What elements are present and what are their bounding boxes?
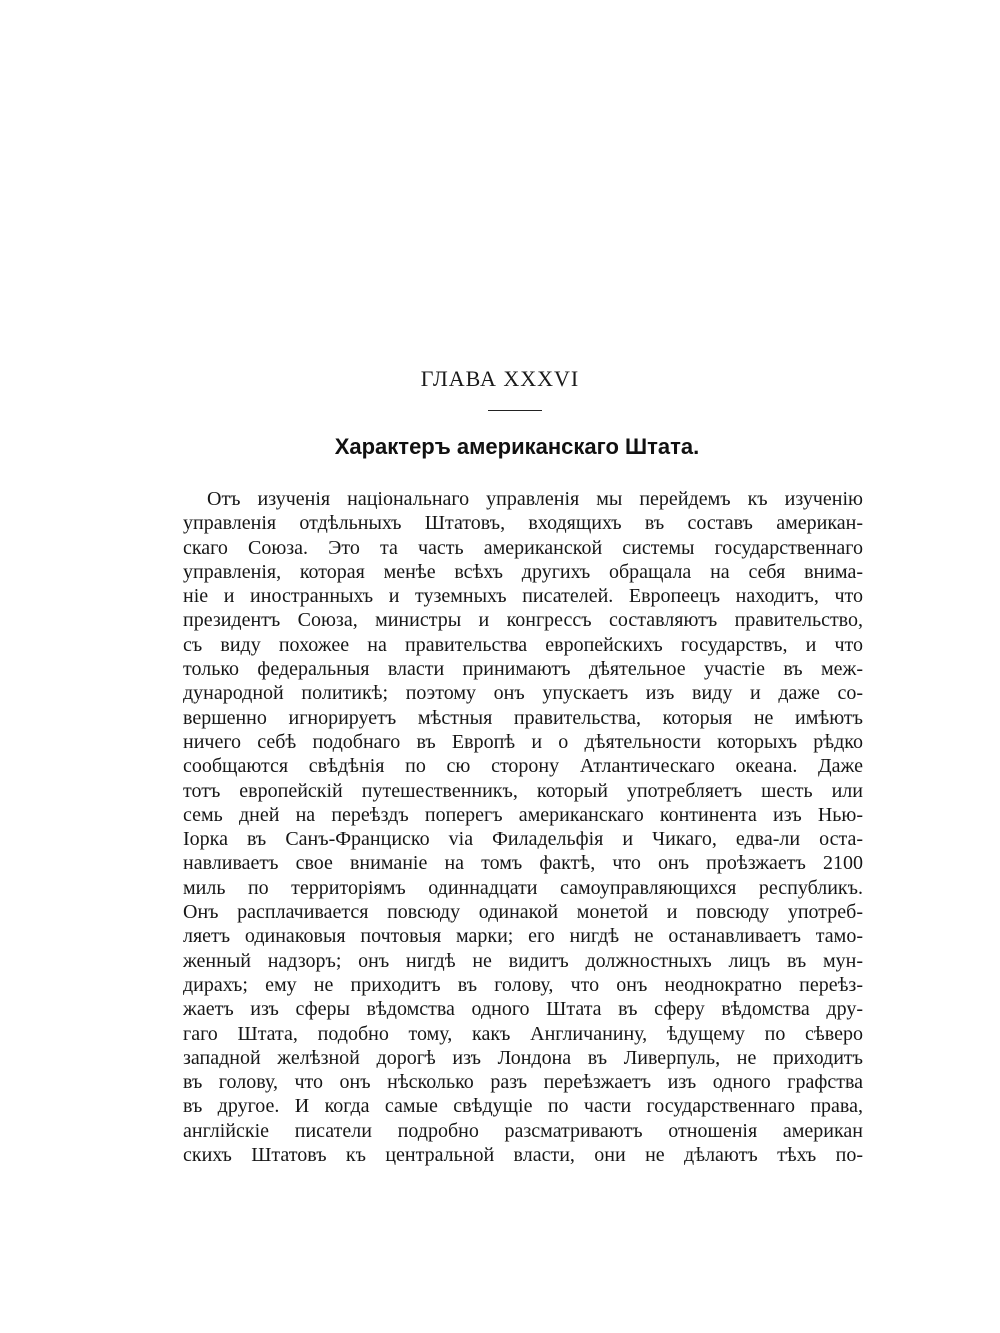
text-line: Онъ расплачивается повсюду одинакой монетой и повсюду употреб- (183, 901, 863, 924)
text-line: навливаетъ свое вниманіе на томъ фактѣ, что онъ проѣзжаетъ 2100 (183, 852, 863, 875)
text-line: съ виду похожее на правительства европейскихъ государствъ, и что (183, 633, 863, 656)
text-line: Іорка въ Санъ-Франциско via Филадельфія и Чикаго, едва-ли оста- (183, 828, 863, 851)
body-text (183, 487, 863, 1167)
text-line: англійскіе писатели подробно разсматриваютъ отношенія американ (183, 1119, 863, 1142)
text-line: жаетъ изъ сферы вѣдомства одного Штата въ сферу вѣдомства дру- (183, 998, 863, 1021)
text-line: вершенно игнорируетъ мѣстныя правительства, которыя не имѣютъ (183, 706, 863, 729)
text-line: ляетъ одинаковыя почтовыя марки; его нигдѣ не останавливаетъ тамо- (183, 925, 863, 948)
text-line: скаго Союза. Это та часть американской системы государственнаго (183, 536, 863, 559)
text-line: семь дней на переѣздъ поперегъ американскаго континента изъ Нью- (183, 803, 863, 826)
text-line: въ другое. И когда самые свѣдущіе по части государственнаго права, (183, 1095, 863, 1118)
text-line: миль по территоріямъ одиннадцати самоуправляющихся республикъ. (183, 876, 863, 899)
text-line: гаго Штата, подобно тому, какъ Англичанину, ѣдущему по сѣверо (183, 1022, 863, 1045)
text-line: ничего себѣ подобнаго въ Европѣ и о дѣятельности которыхъ рѣдко (183, 730, 863, 753)
chapter-heading: ГЛАВА XXXVI (420, 366, 580, 391)
text-line: въ голову, что онъ нѣсколько разъ переѣзжаетъ изъ одного графства (183, 1071, 863, 1094)
text-line: президентъ Союза, министры и конгрессъ составляютъ правительство, (183, 609, 863, 632)
text-line: только федеральныя власти принимаютъ дѣятельное участіе въ меж- (183, 658, 863, 681)
text-line: дирахъ; ему не приходитъ въ голову, что онъ неоднократно переѣз- (183, 973, 863, 996)
text-line: тотъ европейскій путешественникъ, который употребляетъ шесть или (183, 779, 863, 802)
chapter-title: Характеръ американскаго Штата. (334, 434, 700, 459)
text-line: сообщаются свѣдѣнія по сю сторону Атлантическаго океана. Даже (183, 755, 863, 778)
text-line: ніе и иностранныхъ и туземныхъ писателей. Европеецъ находитъ, что (183, 585, 863, 608)
chapter-divider (488, 410, 542, 411)
text-line: скихъ Штатовъ къ центральной власти, они не дѣлаютъ тѣхъ по- (183, 1144, 863, 1167)
text-line: дународной политикѣ; поэтому онъ упускаетъ изъ виду и даже со- (183, 682, 863, 705)
text-line: управленія, которая менѣе всѣхъ другихъ обращала на себя внима- (183, 560, 863, 583)
text-line: западной желѣзной дорогѣ изъ Лондона въ Ливерпуль, не приходитъ (183, 1046, 863, 1069)
text-line: управленія отдѣльныхъ Штатовъ, входящихъ въ составъ американ- (183, 512, 863, 535)
text-line: Отъ изученія національнаго управленія мы перейдемъ къ изученію (207, 488, 863, 510)
text-line: женный надзоръ; онъ нигдѣ не видитъ должностныхъ лицъ въ мун- (183, 949, 863, 972)
